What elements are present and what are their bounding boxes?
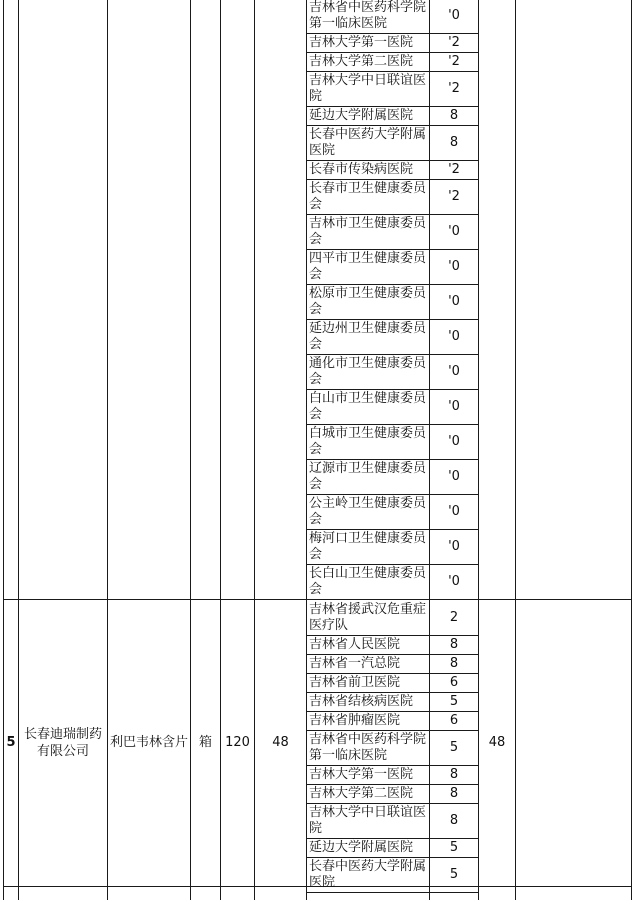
allocation-qty: 6	[449, 713, 459, 728]
hospital-name: 梅河口卫生健康委员 会	[309, 531, 427, 562]
allocation-qty: 5	[449, 840, 459, 855]
hospital-name: 辽源市卫生健康委员 会	[309, 461, 427, 492]
allocation-qty: '2	[448, 189, 460, 204]
hospital-name: 吉林市卫生健康委员 会	[309, 216, 427, 247]
col-divider	[515, 0, 516, 900]
hospital-name: 吉林省人民医院	[309, 637, 401, 652]
unit-value: 箱	[198, 735, 212, 750]
hospital-name: 公主岭卫生健康委员 会	[309, 496, 427, 527]
hospital-name: 延边大学附属医院	[309, 108, 414, 123]
hospital-name: 延边大学附属医院	[309, 840, 414, 855]
hospital-name: 四平市卫生健康委员 会	[309, 251, 427, 282]
allocation-qty: 8	[449, 786, 459, 801]
hospital-name: 延边州卫生健康委员 会	[309, 321, 427, 352]
hospital-name: 吉林大学中日联谊医 院	[309, 805, 427, 836]
company-name: 长春迪瑞制药 有限公司	[23, 727, 102, 759]
product-name: 利巴韦林含片	[109, 735, 188, 750]
amount-cell	[255, 600, 306, 886]
allocation-qty: 8	[449, 135, 459, 150]
hospital-name: 吉林省肿瘤医院	[309, 713, 401, 728]
allocation-qty: '0	[448, 329, 460, 344]
allocation-qty: '0	[448, 504, 460, 519]
product-cell	[108, 600, 190, 886]
unit-cell	[191, 600, 220, 886]
allocation-qty: '0	[448, 364, 460, 379]
allocation-qty: 8	[449, 108, 459, 123]
allocation-qty: 6	[449, 675, 459, 690]
quantity-cell	[221, 600, 254, 886]
hospital-name: 吉林大学第二医院	[309, 786, 414, 801]
hospital-name: 吉林省援武汉危重症 医疗队	[309, 602, 427, 633]
hospital-name: 吉林省结核病医院	[309, 694, 414, 709]
row-divider	[306, 892, 479, 893]
hospital-name: 长白山卫生健康委员 会	[309, 566, 427, 597]
allocation-qty: 8	[449, 767, 459, 782]
quantity-value: 120	[225, 735, 250, 750]
hospital-name: 吉林省中医药科学院 第一临床医院	[309, 0, 427, 31]
hospital-name: 松原市卫生健康委员 会	[309, 286, 427, 317]
hospital-name: 吉林大学中日联谊医 院	[309, 73, 427, 104]
hospital-name: 吉林大学第一医院	[309, 35, 414, 50]
hospital-name: 长春市传染病医院	[309, 162, 414, 177]
hospital-name: 白山市卫生健康委员 会	[309, 391, 427, 422]
allocation-qty: '2	[448, 35, 460, 50]
allocation-qty: '0	[448, 399, 460, 414]
entry-index-text: 5	[6, 735, 16, 750]
hospital-name: 通化市卫生健康委员 会	[309, 356, 427, 387]
allocation-qty: 8	[449, 813, 459, 828]
hospital-name: 吉林省一汽总院	[309, 656, 401, 671]
total-value: 48	[488, 735, 506, 750]
allocation-qty: 5	[449, 867, 459, 882]
allocation-qty: '0	[448, 224, 460, 239]
allocation-qty: 5	[449, 694, 459, 709]
hospital-name: 吉林省前卫医院	[309, 675, 401, 690]
allocation-qty: '2	[448, 54, 460, 69]
hospital-name: 长春市卫生健康委员 会	[309, 181, 427, 212]
hospital-name: 吉林大学第一医院	[309, 767, 414, 782]
hospital-name: 长春中医药大学附属 医院	[309, 127, 427, 158]
hospital-name: 吉林省中医药科学院 第一临床医院	[309, 732, 427, 763]
allocation-qty: 2	[449, 610, 459, 625]
allocation-qty: '2	[448, 81, 460, 96]
allocation-qty: 8	[449, 656, 459, 671]
table-border-right	[631, 0, 632, 900]
total-cell	[479, 600, 515, 886]
allocation-qty: '0	[448, 434, 460, 449]
hospital-name: 吉林大学第二医院	[309, 54, 414, 69]
allocation-qty: '0	[448, 574, 460, 589]
allocation-qty: 8	[449, 637, 459, 652]
row-divider	[306, 599, 479, 600]
company-cell	[19, 600, 107, 886]
allocation-qty: '0	[448, 259, 460, 274]
amount-value: 48	[272, 735, 289, 750]
allocation-qty: '0	[448, 469, 460, 484]
entry-index	[4, 600, 18, 886]
allocation-qty: '2	[448, 162, 460, 177]
allocation-qty: 5	[449, 740, 459, 755]
allocation-qty: '0	[448, 539, 460, 554]
allocation-qty: '0	[448, 294, 460, 309]
hospital-name: 白城市卫生健康委员 会	[309, 426, 427, 457]
hospital-name: 长春中医药大学附属 医院	[309, 859, 427, 890]
allocation-qty: '0	[448, 8, 460, 23]
